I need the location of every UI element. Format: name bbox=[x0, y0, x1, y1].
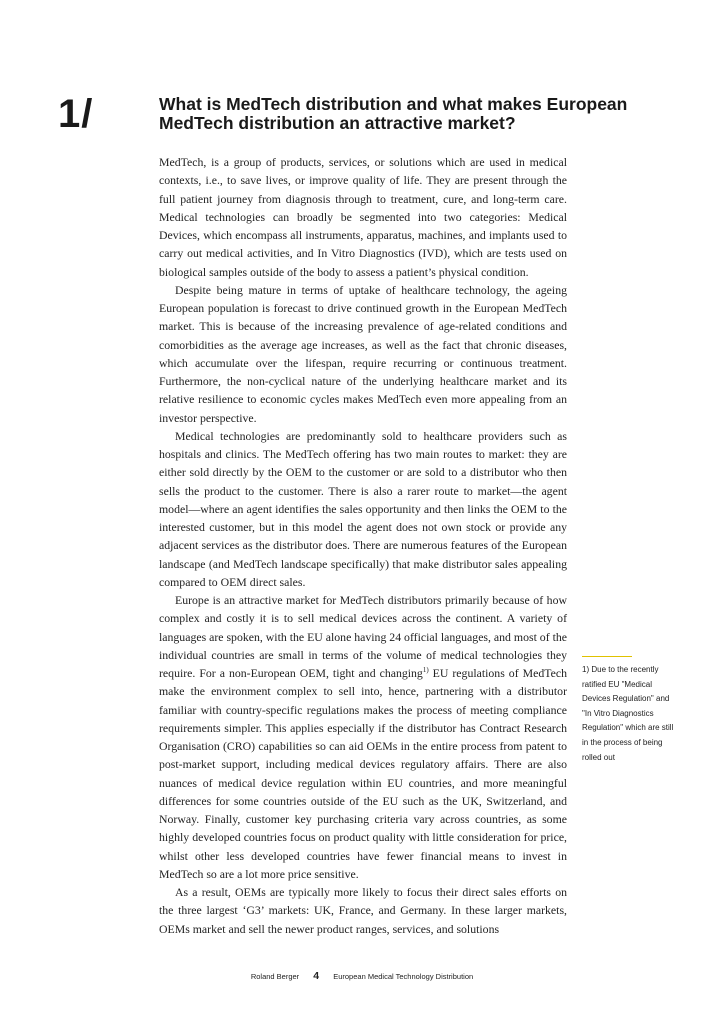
paragraph-3: Medical technologies are predominantly sold to healthcare providers such as hospitals and clinics. The MedTech offering has two main routes to market: they are either sold directly by the OEM to the customer or are sold to a distributor who then sells the product to the customer. There is also a rarer route to market—the agent model—where an agent identifies the sales opportunity and then links the OEM to the interested customer, but in this model the agent does not own stock or provide any adjacent services as the distributor does. There are numerous features of the European landscape (and MedTech landscape specifically) that make distributor sales appealing compared to OEM direct sales. bbox=[159, 428, 567, 589]
paragraph-4 bbox=[159, 591, 567, 883]
footnote: 1) Due to the recently ratified EU "Medical Devices Regulation" and "In Vitro Diagnostics Regulation" which are still in the process of being rolled out bbox=[582, 665, 674, 762]
page-title-line-1: What is MedTech distribution and what makes European bbox=[159, 94, 628, 114]
paragraph-4-part-2: EU regulations of MedTech make the environment complex to sell into, hence, partnering with a distributor familiar with country-specific regulations makes the process of meeting compliance requirements simpler. This applies especially if the distributor has Contract Research Organisation (CRO) capabilities so can aid OEMs in the entire process from patent to post-market support, including medical devices regulatory affairs. There are also nuances of medical device regulation within EU countries, and more meaningful differences for some countries outside of the EU such as the UK, Switzerland, and Norway. Finally, customer key purchasing criteria vary across countries, as some highly developed countries focus on product quality with little consideration for price, whilst other less developed countries have fewer financial means to invest in MedTech so are a lot more price sensitive. bbox=[159, 666, 567, 881]
paragraph-1: MedTech, is a group of products, services, or solutions which are used in medical contexts, i.e., to save lives, or improve quality of life. They are present through the full patient journey from diagnosis through to treatment, cure, and long-term care. Medical technologies can broadly be segmented into two categories: Medical Devices, which encompass all instruments, apparatus, machines, and implants used to carry out medical activities, and In Vitro Diagnostics (IVD), which are tests used on biological samples outside of the body to assess a patient’s physical condition. bbox=[159, 155, 567, 279]
page-number: 4 bbox=[313, 970, 320, 982]
footer-document-title: European Medical Technology Distribution bbox=[333, 972, 474, 981]
footnote-reference: 1) bbox=[422, 666, 429, 675]
body-text bbox=[159, 153, 567, 938]
footer-brand: Roland Berger bbox=[250, 972, 300, 981]
chapter-number: 1/ bbox=[58, 92, 94, 136]
page-footer bbox=[0, 970, 724, 982]
paragraph-4-part-1: Europe is an attractive market for MedTech distributors primarily because of how complex and costly it is to sell medical devices across the continent. A variety of languages are spoken, with the EU alone having 24 official languages, and most of the individual countries are small in terms of the volume of medical technologies they require. For a non-European OEM, tight and changing bbox=[159, 593, 567, 680]
paragraph-5: As a result, OEMs are typically more likely to focus their direct sales efforts on the three largest ‘G3’ markets: UK, France, and Germany. In these larger markets, OEMs market and sell the newer product ranges, services, and solutions bbox=[159, 885, 567, 936]
paragraph-2: Despite being mature in terms of uptake of healthcare technology, the ageing European population is forecast to drive continued growth in the European MedTech market. This is because of the increasing prevalence of age-related conditions and comorbidities as the average age increases, as well as the fact that chronic diseases, which accumulate over the lifespan, require recurring or continuous treatment. Furthermore, the non-cyclical nature of the underlying healthcare market and its relative resilience to economic cycles makes MedTech even more appealing from an investor perspective. bbox=[159, 282, 567, 425]
page-title-line-2: MedTech distribution an attractive market? bbox=[159, 113, 516, 133]
footnote-divider bbox=[582, 656, 632, 657]
page-title bbox=[159, 95, 699, 133]
